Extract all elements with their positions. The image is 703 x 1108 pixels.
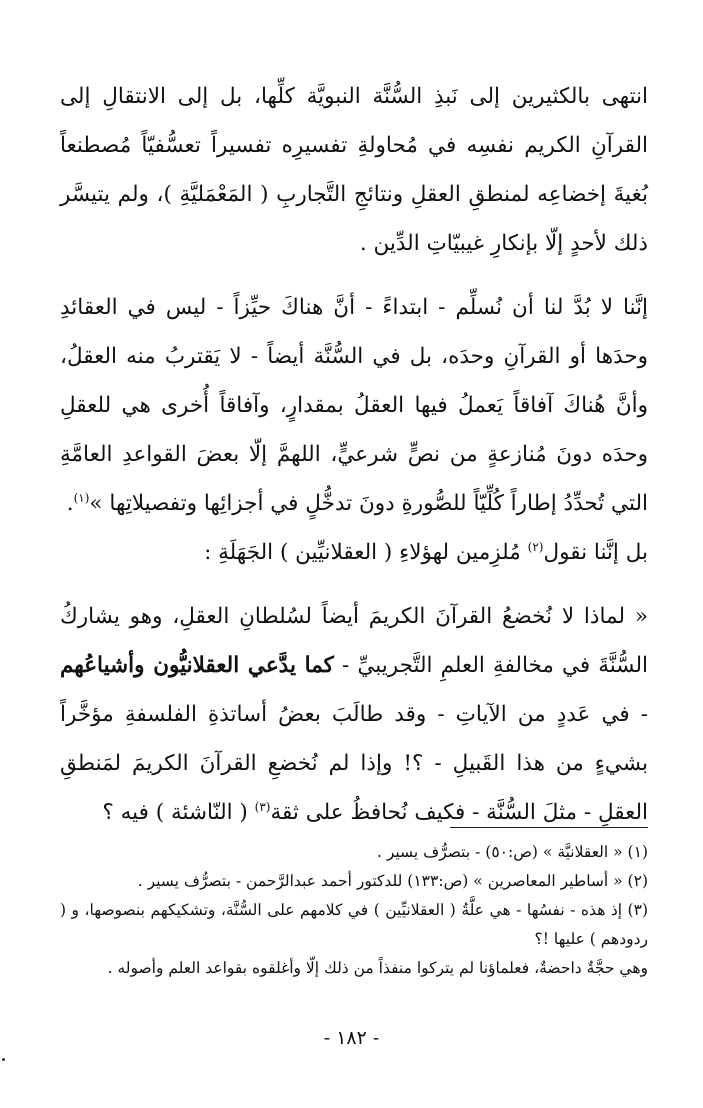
- main-text: [60, 72, 648, 837]
- page-number: - ١٨٢ -: [323, 1027, 380, 1049]
- footnote-2: (٢) « أساطير المعاصرين » (ص:١٣٣) للدكتور أحمد عبدالرَّحمن - بتصرُّف يسير .: [137, 872, 648, 890]
- paragraph-4-tail: ( النّاشئة ) فيه ؟: [102, 800, 255, 825]
- footnote-ref-2: (٢): [527, 539, 544, 554]
- footnote-3-continuation: وهي حجَّةٌ داحضةٌ، فعلماؤنا لم يتركوا منفذاً من ذلك إلّا وأغلقوه بقواعد العلم وأصوله .: [107, 959, 648, 977]
- paragraph-4: [60, 592, 648, 837]
- paragraph-3-tail: مُلزِمين لهؤلاءِ ( العقلانيِّين ) الجَهَلَةِ :: [204, 540, 528, 565]
- footnote-separator: [450, 827, 648, 828]
- paragraph-3: [60, 528, 648, 577]
- paragraph-1: [60, 72, 648, 268]
- paragraph-1-text: انتهى بالكثيرين إلى نَبذِ السُّنَّة النبويَّة كلِّها، بل إلى الانتقالِ إلى القرآنِ الكريم نفسِه في مُحاولةِ تفسيرِه تفسيراً تعسُّفيّاً مُصطنعاً بُغيةَ إخضاعِه لمنطقِ العقلِ ونتائجِ التَّجاربِ ( المَعْمَليَّةِ )، ولم يتيسَّر ذلك لأحدٍ إلّا بإنكارِ غيبيّاتِ الدِّين .: [60, 84, 648, 256]
- footnotes: [60, 838, 648, 983]
- footnote-ref-1: (١): [73, 490, 90, 505]
- paragraph-2-text: إنَّنا لا بُدَّ لنا أن نُسلِّم - ابتداءً - أنَّ هناكَ حيِّزاً - ليس في العقائدِ وحدَها أو القرآنِ وحدَه، بل في السُّنَّة أيضاً - لا يَقتربُ منه العقلُ، وأنَّ هُناكَ آفاقاً يَعملُ فيها العقلُ بمقدارٍ، وآفاقاً أُخرى هي للعقلِ وحدَه دونَ مُنازعةٍ من نصٍّ شرعيٍّ، اللهمَّ إلّا بعضَ القواعدِ العامَّةِ التي تُحدِّدُ إطاراً كُلِّيّاً للصُّورةِ دونَ تدخُّلٍ في أجزائِها وتفصيلاتِها »: [60, 295, 648, 516]
- footnote-ref-3: (٣): [254, 799, 271, 814]
- paragraph-4-bold-phrase: كما يدَّعي العقلانيُّون وأشياعُهم: [60, 653, 334, 678]
- paragraph-2: [60, 283, 648, 528]
- footnote-3: (٣) إذ هذه - نفسُها - هي علَّةُ ( العقلانيِّين ) في كلامهم على السُّنَّة، وتشكيكهم بنصوصها، و ( ردودهم ) عليها !؟: [60, 901, 648, 948]
- paragraph-4-after-bold: - في عَددٍ من الآياتِ - وقد طالَبَ بعضُ أساتذةِ الفلسفةِ مؤخَّراً بشيءٍ من هذا القَبيلِ - ؟! وإذا لم نُخضعِ القرآنَ الكريمَ لمَنطقِ العقلِ - مثلَ السُّنَّة - فكيف نُحافظُ على ثقة: [60, 702, 648, 825]
- margin-dot: [2, 1058, 5, 1061]
- paragraph-3-text: بل إنَّنا نقول: [543, 540, 648, 565]
- paragraph-2-tail: .: [66, 491, 74, 516]
- paragraph-4-text: « لماذا لا نُخضعُ القرآنَ الكريمَ أيضاً لسُلطانِ العقلِ، وهو يشاركُ السُّنَّةَ في مخالفةِ العلمِ التَّجريبيِّ -: [60, 604, 648, 678]
- footnote-1: (١) « العقلانيَّة » (ص:٥٠) - بتصرُّف يسير .: [376, 843, 648, 861]
